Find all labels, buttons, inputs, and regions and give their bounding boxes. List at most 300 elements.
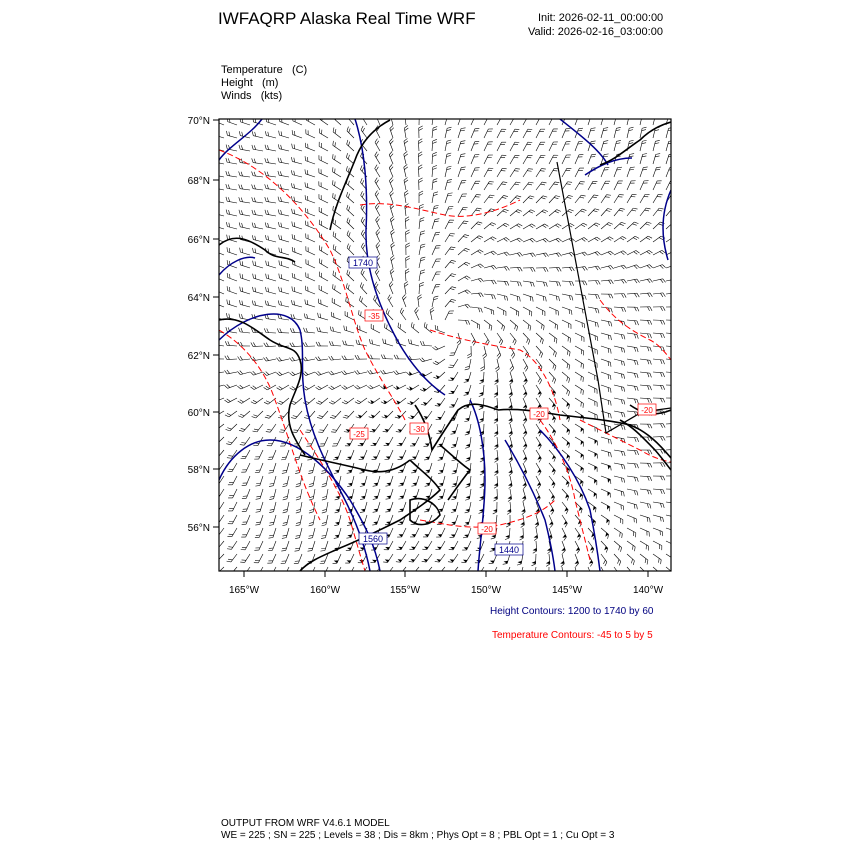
wind-barb: [345, 270, 356, 281]
wind-barb: [479, 411, 484, 423]
wind-barb: [614, 279, 626, 285]
wind-barb: [479, 385, 484, 397]
temperature-contour-label: -20: [641, 406, 653, 415]
wind-barb: [523, 268, 535, 272]
wind-barb: [359, 191, 370, 203]
wind-barb: [277, 184, 290, 190]
wind-barb: [493, 502, 497, 514]
wind-barb: [432, 231, 440, 244]
wind-barb: [303, 382, 315, 392]
wind-barb: [329, 341, 341, 346]
wind-barb: [291, 286, 304, 294]
wind-barb: [627, 463, 639, 468]
wind-barb: [638, 554, 650, 565]
wind-barb: [304, 221, 317, 229]
wind-barb: [420, 368, 432, 377]
wind-barb: [497, 167, 507, 179]
wind-barb: [375, 216, 384, 229]
wind-barb: [242, 501, 250, 514]
wind-barb: [269, 514, 276, 527]
wind-barb: [281, 449, 289, 462]
wind-barb: [573, 372, 585, 382]
wind-barb: [238, 342, 250, 346]
wind-barb: [666, 436, 678, 441]
wind-barb: [448, 552, 458, 564]
wind-barb: [317, 142, 329, 151]
wind-barb: [419, 126, 423, 138]
wind-barb: [652, 515, 665, 522]
wind-barb: [510, 237, 523, 245]
wind-barb: [360, 475, 367, 488]
wind-barb: [613, 411, 626, 417]
wind-barb: [614, 250, 627, 259]
wind-barb: [369, 408, 380, 419]
wind-barb: [213, 564, 224, 575]
wind-barb: [406, 256, 410, 268]
wind-barb: [277, 158, 290, 164]
wind-barb: [653, 293, 665, 298]
wind-barb: [346, 231, 357, 242]
wind-barb: [373, 501, 380, 514]
wind-barb: [290, 170, 303, 177]
wind-barb: [519, 528, 523, 540]
wind-barb: [588, 266, 601, 272]
wind-barb: [396, 323, 408, 333]
wind-barb: [497, 180, 507, 192]
wind-barb: [264, 328, 276, 333]
wind-barb: [432, 126, 437, 138]
wind-barb: [309, 475, 315, 488]
wind-barb: [510, 180, 520, 192]
wind-barb: [640, 113, 647, 126]
wind-barb: [562, 281, 574, 286]
wind-barb: [309, 488, 315, 501]
wind-barb: [450, 526, 458, 539]
wind-barb: [334, 514, 341, 527]
wind-barb: [372, 514, 380, 527]
wind-barb: [507, 333, 518, 345]
wind-barb: [547, 333, 559, 343]
wind-barb: [394, 355, 406, 359]
wind-barb: [627, 264, 640, 272]
wind-barb: [523, 181, 534, 193]
wind-barb: [666, 320, 678, 324]
wind-barb: [296, 514, 302, 527]
wind-barb: [294, 553, 302, 566]
wind-barb: [390, 216, 397, 229]
wind-barb: [331, 206, 343, 216]
wind-barb: [639, 489, 651, 495]
wind-barb: [626, 385, 638, 391]
wind-barb: [445, 152, 451, 165]
wind-barb: [278, 248, 291, 255]
wind-barb: [304, 195, 317, 203]
wind-barb: [653, 166, 661, 179]
wind-barb: [438, 475, 445, 488]
wind-barb: [369, 324, 381, 333]
wind-barb: [281, 540, 289, 553]
wind-barb: [464, 371, 471, 384]
wind-barb: [276, 355, 289, 362]
wind-barb: [458, 289, 471, 298]
wind-barb: [238, 171, 250, 177]
wind-barb: [343, 408, 354, 419]
wind-barb: [250, 381, 263, 390]
wind-barb: [342, 341, 354, 346]
wind-barb: [613, 489, 626, 496]
wind-barb: [614, 307, 626, 312]
wind-barb: [640, 476, 652, 481]
wind-barb: [534, 320, 546, 330]
wind-barb: [438, 462, 445, 475]
wind-barb: [510, 115, 520, 127]
wind-barb: [612, 528, 624, 538]
wind-barb: [599, 489, 612, 498]
wind-barb: [397, 526, 406, 539]
wind-barb: [419, 243, 425, 256]
wind-barb: [546, 450, 557, 462]
wind-barb: [343, 326, 356, 333]
wind-barb: [404, 191, 410, 203]
wind-barb: [547, 307, 560, 315]
wind-barb: [625, 515, 638, 523]
wind-barb: [493, 411, 498, 423]
wind-barb: [239, 261, 252, 268]
wind-barb: [571, 554, 579, 567]
wind-barb: [640, 193, 650, 205]
wind-barb: [418, 165, 423, 177]
wind-barb: [384, 448, 393, 461]
wind-barb: [332, 435, 341, 448]
coastline-northwest: [219, 238, 295, 262]
wind-barb: [445, 139, 451, 152]
wind-barb: [389, 268, 396, 281]
lon-label: 165°W: [228, 585, 260, 596]
wind-barb: [531, 554, 536, 566]
wind-barb: [251, 172, 263, 177]
wind-barb: [523, 194, 534, 205]
wind-barb: [322, 501, 328, 514]
wind-barb: [560, 333, 572, 343]
wind-barb: [251, 210, 264, 216]
wind-barb: [458, 179, 466, 192]
wind-barb: [471, 207, 482, 219]
wind-barb: [264, 145, 277, 151]
lat-label: 66°N: [187, 235, 210, 246]
wind-barb: [278, 274, 291, 281]
wind-barb: [213, 434, 224, 445]
wind-barb: [574, 320, 587, 328]
wind-barb: [536, 180, 546, 192]
wind-barb: [653, 333, 665, 338]
wind-barb: [561, 307, 574, 315]
wind-barb: [462, 539, 471, 552]
wind-barb: [600, 372, 613, 380]
wind-barb: [283, 488, 289, 501]
wind-barb: [466, 450, 471, 462]
wind-barb: [624, 554, 636, 565]
wind-barb: [421, 564, 432, 576]
wind-barb: [304, 259, 317, 268]
wind-barb: [345, 192, 357, 203]
lon-label: 145°W: [551, 585, 583, 596]
wind-barb: [587, 307, 600, 313]
wind-barb: [269, 488, 276, 501]
wind-barb: [599, 515, 611, 525]
wind-barb: [304, 143, 317, 151]
wind-barb: [626, 372, 639, 378]
wind-barb: [600, 385, 613, 393]
wind-barb: [269, 475, 276, 488]
wind-barb: [546, 463, 557, 475]
map-title: IWFAQRP Alaska Real Time WRF: [218, 9, 476, 28]
wind-barb: [410, 526, 419, 539]
wind-barb: [640, 372, 652, 377]
wind-barb: [432, 191, 438, 203]
wind-barb: [322, 514, 328, 527]
wind-barb: [360, 230, 370, 242]
wind-barb: [264, 287, 277, 294]
wind-barb: [345, 552, 354, 565]
wind-barb: [384, 435, 393, 447]
wind-barb: [239, 248, 252, 255]
wind-barb: [523, 115, 532, 127]
lon-label: 155°W: [389, 585, 421, 596]
wind-barb: [463, 527, 471, 540]
wind-barb: [451, 501, 458, 514]
wind-barb: [355, 355, 367, 359]
wind-barb: [238, 395, 250, 405]
wind-barb: [549, 281, 561, 286]
wind-barb: [627, 126, 634, 139]
wind-barb: [264, 300, 277, 307]
wind-barb: [278, 131, 291, 138]
wind-barb: [226, 286, 239, 294]
wind-barb: [264, 131, 277, 138]
wind-barb: [507, 346, 516, 358]
wind-barb: [432, 342, 445, 351]
wind-barb: [406, 243, 410, 255]
wind-barb: [497, 237, 510, 246]
wind-barb: [497, 194, 508, 206]
wind-barb: [432, 139, 437, 151]
wind-barb: [331, 167, 343, 177]
wind-barb: [506, 385, 513, 398]
wind-barb: [653, 278, 666, 285]
wind-barb: [318, 422, 328, 434]
wind-barb: [535, 294, 548, 301]
wind-barb: [368, 395, 380, 405]
wind-barb: [360, 269, 371, 281]
wind-barb: [519, 515, 525, 527]
wind-barb: [419, 269, 425, 281]
wind-barb: [533, 463, 543, 475]
wind-barb: [449, 344, 458, 357]
wind-barb: [458, 275, 470, 285]
wind-barb: [653, 207, 664, 219]
wind-barb: [653, 359, 665, 364]
wind-barb: [506, 463, 513, 476]
wind-barb: [445, 259, 456, 271]
wind-barb: [586, 450, 599, 458]
wind-barb: [354, 381, 367, 390]
wind-barb: [356, 408, 367, 419]
wind-barb: [290, 183, 303, 190]
wind-barb: [360, 204, 371, 216]
wind-barb: [536, 253, 549, 259]
wind-barb: [404, 138, 410, 151]
wind-barb: [458, 192, 467, 205]
wind-barb: [588, 280, 600, 285]
wind-barb: [316, 342, 328, 346]
wind-barb: [282, 475, 289, 488]
wind-barb: [390, 242, 397, 255]
wind-barb: [465, 423, 471, 436]
wind-barb: [562, 153, 571, 166]
wind-barb: [571, 567, 578, 580]
wind-barb: [510, 140, 519, 152]
wind-barb: [480, 346, 487, 359]
wind-barb: [277, 209, 290, 216]
wind-barb: [435, 552, 445, 564]
wind-barb: [329, 395, 341, 406]
wind-barb: [374, 165, 384, 177]
wind-barb: [497, 127, 506, 139]
wind-barb: [516, 566, 523, 579]
wind-barb: [506, 489, 512, 501]
wind-barb: [342, 395, 354, 405]
wind-barb: [417, 295, 423, 307]
wind-barb: [625, 541, 637, 551]
wind-barb: [388, 164, 396, 177]
wind-barb: [290, 196, 303, 203]
wind-barb: [484, 153, 493, 166]
field-unit: (m): [261, 77, 279, 89]
wind-barb: [601, 280, 613, 285]
wind-barb: [627, 320, 639, 325]
wind-barb: [389, 177, 397, 190]
wind-barb: [422, 552, 432, 564]
wind-barb: [303, 313, 316, 320]
wind-barb: [465, 501, 471, 514]
wind-barb: [640, 207, 651, 219]
wind-barb: [360, 243, 370, 255]
wind-barb: [523, 238, 536, 246]
wind-barb: [627, 221, 638, 232]
wind-barb: [559, 372, 571, 383]
wind-barb: [626, 333, 638, 339]
wind-barb: [497, 208, 509, 219]
wind-barb: [549, 180, 559, 192]
wind-barb: [445, 232, 455, 244]
wind-barb: [587, 320, 600, 327]
wind-barb: [497, 251, 510, 258]
wind-barb: [601, 179, 610, 191]
model-footer: OUTPUT FROM WRF V4.6.1 MODEL: [221, 818, 390, 829]
wind-barb: [510, 252, 523, 259]
wind-barb: [422, 539, 432, 551]
temperature-contour-label: -20: [481, 525, 493, 534]
wind-barb: [226, 117, 239, 125]
wind-barb: [291, 144, 304, 151]
wind-barb: [549, 223, 561, 233]
wind-barb: [549, 252, 562, 259]
wind-barb: [316, 313, 329, 320]
wind-barb: [321, 527, 328, 540]
wind-barb: [613, 385, 626, 392]
wind-barb: [228, 500, 237, 513]
wind-barb: [345, 218, 356, 229]
wind-barb: [283, 501, 289, 514]
wind-barb: [614, 113, 621, 126]
wind-barb: [506, 424, 513, 437]
wind-barb: [471, 234, 483, 245]
wind-barb: [575, 114, 583, 127]
wind-barb: [374, 191, 383, 203]
wind-barb: [493, 450, 498, 462]
wind-barb: [228, 487, 237, 500]
wind-barb: [520, 359, 529, 371]
wind-barb: [291, 130, 304, 138]
wind-barb: [506, 359, 514, 372]
wind-barb: [373, 488, 380, 501]
wind-barb: [522, 294, 535, 302]
wind-barb: [239, 273, 252, 281]
wind-barb: [226, 273, 239, 281]
wind-barb: [588, 193, 598, 205]
wind-barb: [331, 232, 343, 242]
wind-barb: [575, 194, 586, 206]
wind-barb: [601, 221, 613, 232]
wind-barb: [388, 151, 396, 164]
wind-barb: [306, 565, 315, 578]
wind-barb: [322, 475, 328, 488]
temperature-contour-label: -25: [353, 430, 365, 439]
wind-barb: [600, 450, 613, 457]
wind-barb: [316, 355, 328, 361]
temperature-contour-label: -20: [533, 410, 545, 419]
wind-barb: [613, 476, 626, 483]
wind-barb: [611, 541, 623, 552]
wind-barb: [637, 567, 648, 578]
wind-barb: [666, 333, 678, 338]
wind-barb: [536, 208, 548, 219]
wind-barb: [268, 462, 276, 475]
wind-barb: [523, 154, 532, 166]
wind-barb: [471, 179, 480, 191]
wind-barb: [212, 421, 224, 432]
wind-barb: [496, 294, 509, 301]
wind-barb: [331, 258, 343, 268]
wind-barb: [471, 140, 479, 153]
wind-barb: [264, 395, 276, 406]
wind-barb: [470, 307, 482, 312]
wind-barb: [458, 153, 465, 166]
wind-barb: [251, 185, 263, 190]
wind-barb: [432, 257, 441, 270]
wind-barb: [405, 230, 409, 242]
wind-barb: [296, 501, 302, 514]
wind-barb: [237, 368, 250, 375]
wind-barb: [367, 381, 380, 390]
wind-barb: [296, 488, 302, 501]
wind-barb: [397, 539, 406, 551]
wind-barb: [502, 565, 510, 578]
wind-barb: [374, 204, 383, 216]
wind-barb: [588, 127, 596, 140]
wind-barb: [562, 140, 570, 153]
wind-barb: [268, 448, 276, 461]
